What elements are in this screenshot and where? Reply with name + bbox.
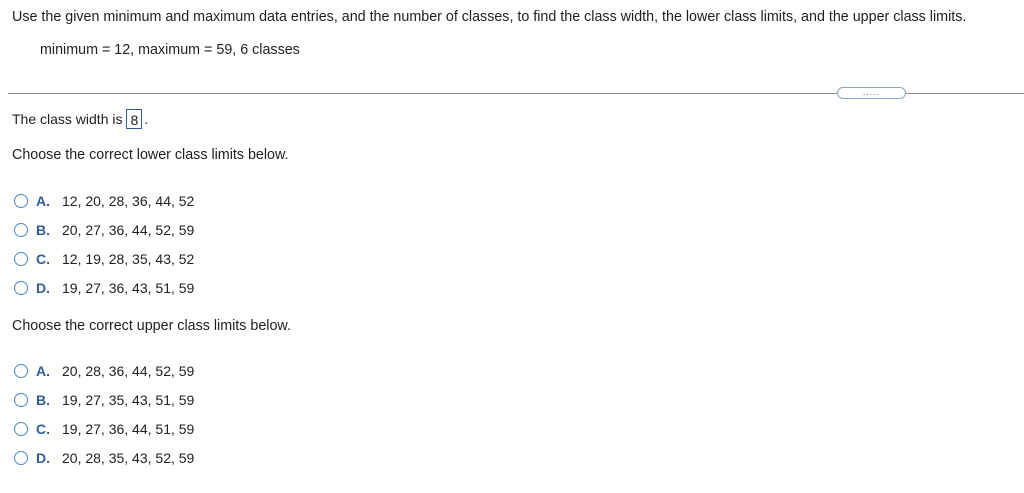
lower-option-b[interactable] <box>14 221 194 239</box>
option-letter: D. <box>36 280 50 296</box>
option-text: 19, 27, 35, 43, 51, 59 <box>62 392 195 408</box>
option-letter: D. <box>36 450 50 466</box>
upper-limits-prompt: Choose the correct upper class limits below. <box>12 318 291 334</box>
option-letter: A. <box>36 193 50 209</box>
more-dots-icon: ..... <box>862 86 881 97</box>
option-text: 19, 27, 36, 43, 51, 59 <box>62 280 195 296</box>
radio-button-icon[interactable] <box>14 422 28 436</box>
option-letter: A. <box>36 363 50 379</box>
class-width-prefix: The class width is <box>12 111 123 127</box>
lower-option-a[interactable] <box>14 192 194 210</box>
lower-option-c[interactable] <box>14 250 194 268</box>
lower-option-d[interactable] <box>14 279 194 297</box>
option-letter: C. <box>36 251 50 267</box>
option-text: 20, 28, 35, 43, 52, 59 <box>62 450 195 466</box>
radio-button-icon[interactable] <box>14 281 28 295</box>
radio-button-icon[interactable] <box>14 451 28 465</box>
class-width-answer-box[interactable]: 8 <box>126 109 142 129</box>
radio-button-icon[interactable] <box>14 252 28 266</box>
option-letter: C. <box>36 421 50 437</box>
upper-option-d[interactable] <box>14 449 194 467</box>
option-letter: B. <box>36 222 50 238</box>
upper-option-b[interactable] <box>14 391 194 409</box>
upper-option-a[interactable] <box>14 362 194 380</box>
option-text: 12, 20, 28, 36, 44, 52 <box>62 193 195 209</box>
radio-button-icon[interactable] <box>14 223 28 237</box>
expand-button[interactable] <box>837 87 906 99</box>
radio-button-icon[interactable] <box>14 393 28 407</box>
upper-option-c[interactable] <box>14 420 194 438</box>
option-text: 19, 27, 36, 44, 51, 59 <box>62 421 195 437</box>
given-values: minimum = 12, maximum = 59, 6 classes <box>40 42 300 58</box>
radio-button-icon[interactable] <box>14 194 28 208</box>
radio-button-icon[interactable] <box>14 364 28 378</box>
option-text: 20, 27, 36, 44, 52, 59 <box>62 222 195 238</box>
lower-limits-prompt: Choose the correct lower class limits below. <box>12 147 289 163</box>
option-text: 12, 19, 28, 35, 43, 52 <box>62 251 195 267</box>
class-width-suffix: . <box>144 111 149 127</box>
question-instruction: Use the given minimum and maximum data entries, and the number of classes, to find the class width, the lower class limits, and the upper class limits. <box>12 9 967 25</box>
class-width-line <box>12 109 148 129</box>
option-letter: B. <box>36 392 50 408</box>
option-text: 20, 28, 36, 44, 52, 59 <box>62 363 195 379</box>
